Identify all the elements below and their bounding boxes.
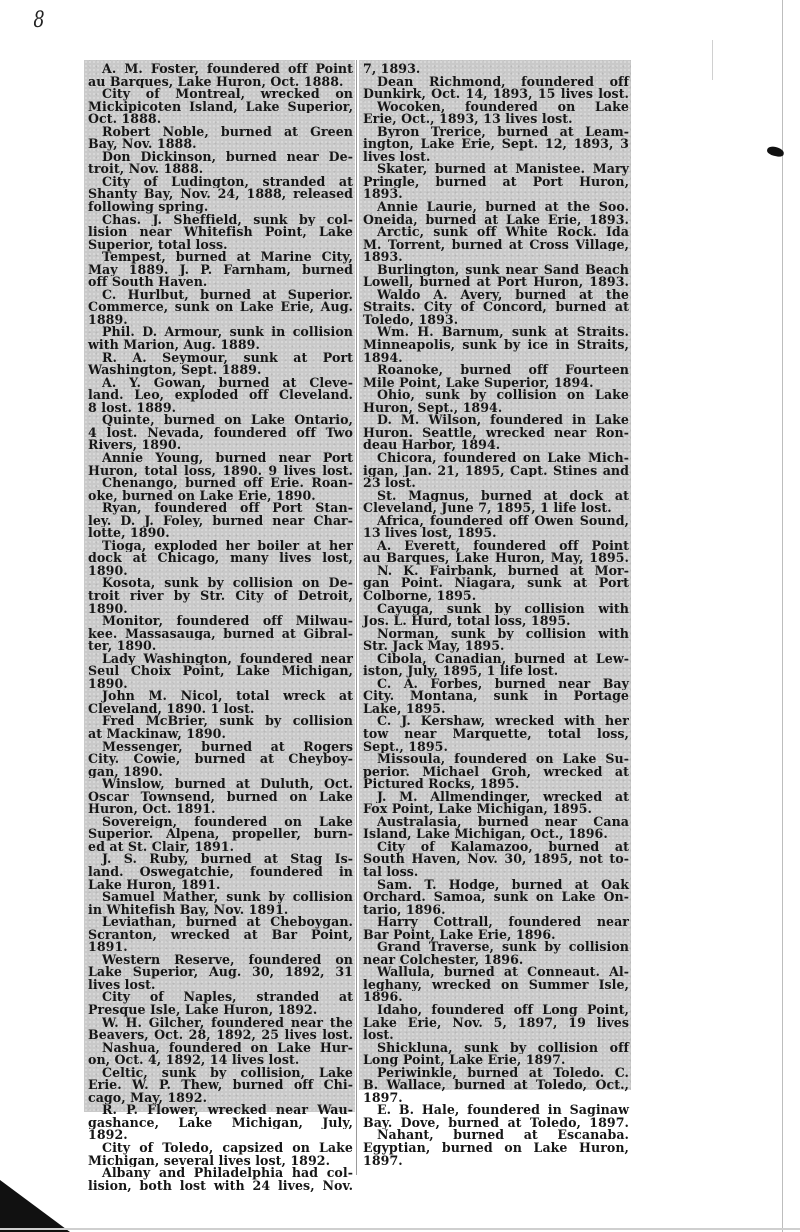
text-line: iston, July, 1895, 1 life lost. bbox=[363, 665, 559, 678]
text-line: City. Cowie, burned at Cheyboy- bbox=[88, 753, 353, 766]
text-line: gan, 1890. bbox=[88, 765, 163, 779]
text-line: Byron Trerice, burned at Leam- bbox=[377, 125, 629, 139]
text-line: City of Naples, stranded at bbox=[102, 991, 353, 1005]
text-line: Sam. T. Hodge, burned at Oak bbox=[377, 878, 629, 892]
text-line: R. A. Seymour, sunk at Port bbox=[102, 351, 353, 365]
scan-corner-shadow bbox=[0, 1180, 70, 1232]
text-line: Sovereign, foundered on Lake bbox=[102, 815, 353, 829]
text-line: City. Montana, sunk in Portage bbox=[363, 690, 629, 703]
text-line: lives lost. bbox=[88, 978, 156, 992]
text-line: kee. Massasauga, burned at Gibral- bbox=[88, 627, 353, 641]
column-right bbox=[359, 60, 631, 1168]
text-line: Missoula, foundered on Lake Su- bbox=[377, 753, 629, 766]
text-line: 1892. bbox=[88, 1129, 128, 1143]
text-line: Egyptian, burned on Lake Huron, bbox=[363, 1142, 629, 1155]
text-line: Michigan, several lives lost, 1892. bbox=[88, 1154, 331, 1168]
text-line: Monitor, foundered off Milwau- bbox=[102, 615, 353, 628]
text-line: Nashua, foundered on Lake Hur- bbox=[102, 1041, 353, 1055]
text-line: Celtic, sunk by collision, Lake bbox=[102, 1066, 353, 1080]
text-line: troit, Nov. 1888. bbox=[88, 163, 204, 176]
text-line: Leviathan, burned at Cheboygan. bbox=[102, 916, 353, 929]
text-line: igan, Jan. 21, 1895, Capt. Stines and bbox=[363, 464, 629, 478]
text-line: Western Reserve, foundered on bbox=[102, 953, 353, 967]
text-line: 8 lost. 1889. bbox=[88, 401, 177, 415]
text-line: W. H. Gilcher, foundered near the bbox=[102, 1016, 353, 1030]
text-line: City of Toledo, capsized on Lake bbox=[102, 1142, 353, 1155]
text-line: Erie. W. P. Thew, burned off Chi- bbox=[88, 1079, 353, 1092]
text-line: Presque Isle, Lake Huron, 1892. bbox=[88, 1004, 318, 1017]
text-line: Chenango, burned off Erie. Roan- bbox=[102, 477, 353, 490]
text-line: Pringle, burned at Port Huron, bbox=[363, 175, 629, 189]
text-line: Quinte, burned on Lake Ontario, bbox=[102, 414, 353, 427]
text-line: at Mackinaw, 1890. bbox=[88, 727, 226, 741]
text-line: Rivers, 1890. bbox=[88, 439, 182, 452]
text-line: 1890. bbox=[88, 602, 128, 616]
text-line: Shickluna, sunk by collision off bbox=[377, 1041, 629, 1055]
text-line: Commerce, sunk on Lake Erie, Aug. bbox=[88, 301, 353, 314]
text-line: tario, 1896. bbox=[363, 903, 446, 917]
text-line: with Marion, Aug. 1889. bbox=[88, 339, 260, 352]
text-line: Bay. Dove, burned at Toledo, 1897. bbox=[363, 1116, 629, 1130]
text-line: Kosota, sunk by collision on De- bbox=[102, 577, 353, 590]
text-line: Jos. L. Hurd, total loss, 1895. bbox=[363, 615, 571, 628]
text-line: J. S. Ruby, burned at Stag Is- bbox=[102, 853, 353, 866]
text-line: Mile Point, Lake Superior, 1894. bbox=[363, 376, 594, 390]
text-line: Minneapolis, sunk by ice in Straits, bbox=[363, 339, 629, 352]
text-line: St. Magnus, burned at dock at bbox=[377, 489, 629, 503]
text-line: Long Point, Lake Erie, 1897. bbox=[363, 1054, 566, 1067]
text-line: R. P. Flower, wrecked near Wau- bbox=[102, 1104, 353, 1117]
text-line: 1896. bbox=[363, 991, 403, 1005]
text-line: Beavers, Oct. 28, 1892, 25 lives lost. bbox=[88, 1029, 353, 1042]
text-line: John M. Nicol, total wreck at bbox=[102, 690, 353, 703]
text-line: A. Everett, foundered off Point bbox=[377, 539, 629, 553]
text-line: Wm. H. Barnum, sunk at Straits. bbox=[377, 326, 629, 340]
text-line: Winslow, burned at Duluth, Oct. bbox=[102, 778, 353, 791]
text-line: 1890. bbox=[88, 564, 128, 578]
text-line: Lake Huron, 1891. bbox=[88, 878, 221, 892]
text-line: ley. D. J. Foley, burned near Char- bbox=[88, 514, 353, 528]
text-line: lost. bbox=[363, 1029, 394, 1042]
text-line: Cleveland, 1890. 1 lost. bbox=[88, 702, 255, 716]
text-line: Str. Jack May, 1895. bbox=[363, 640, 505, 653]
text-line: Nahant, burned at Escanaba. bbox=[377, 1129, 629, 1143]
text-line: 7, 1893. bbox=[363, 63, 421, 76]
text-line: Wocoken, foundered on Lake bbox=[377, 100, 629, 114]
text-line: Cibola, Canadian, burned at Lew- bbox=[377, 652, 629, 666]
column-divider bbox=[356, 60, 357, 1175]
text-line: leghany, wrecked on Summer Isle, bbox=[363, 978, 629, 992]
text-line: lives lost. bbox=[363, 150, 431, 164]
text-line: J. M. Allmendinger, wrecked at bbox=[377, 790, 629, 804]
text-line: Norman, sunk by collision with bbox=[377, 627, 629, 641]
text-line: City of Ludington, stranded at bbox=[102, 175, 353, 189]
text-line: oke, burned on Lake Erie, 1890. bbox=[88, 489, 316, 503]
text-line: cago, May, 1892. bbox=[88, 1091, 208, 1105]
text-line: Scranton, wrecked at Bar Point, bbox=[88, 928, 353, 942]
text-line: lision near Whitefish Point, Lake bbox=[88, 226, 353, 239]
text-line: off South Haven. bbox=[88, 276, 208, 289]
text-line: tow near Marquette, total loss, bbox=[363, 727, 629, 741]
text-line: Huron, Oct. 1891. bbox=[88, 803, 216, 816]
text-line: following spring. bbox=[88, 201, 209, 214]
text-line: 4 lost. Nevada, foundered off Two bbox=[88, 426, 353, 440]
text-line: Annie Young, burned near Port bbox=[102, 451, 353, 465]
text-line: Africa, foundered off Owen Sound, bbox=[377, 514, 629, 528]
text-line: deau Harbor, 1894. bbox=[363, 439, 501, 452]
text-line: ington, Lake Erie, Sept. 12, 1893, 3 bbox=[363, 138, 629, 151]
text-line: Dean Richmond, foundered off bbox=[377, 75, 629, 89]
text-line: Tioga, exploded her boiler at her bbox=[102, 539, 353, 553]
text-line: City of Kalamazoo, burned at bbox=[377, 840, 629, 854]
text-line: gashance, Lake Michigan, July, bbox=[88, 1116, 353, 1130]
text-line: Huron, Sept., 1894. bbox=[363, 401, 503, 415]
text-line: Ohio, sunk by collision on Lake bbox=[377, 389, 629, 402]
text-line: A. Y. Gowan, burned at Cleve- bbox=[102, 376, 353, 390]
text-line: Lowell, burned at Port Huron, 1893. bbox=[363, 276, 629, 289]
text-line: 1891. bbox=[88, 941, 128, 954]
text-line: Huron. Seattle, wrecked near Ron- bbox=[363, 426, 629, 440]
text-line: Straits. City of Concord, burned at bbox=[363, 301, 629, 314]
text-line: Pictured Rocks, 1895. bbox=[363, 778, 520, 791]
text-line: Superior. Alpena, propeller, burn- bbox=[88, 828, 353, 841]
text-line: Orchard. Samoa, sunk on Lake On- bbox=[363, 891, 629, 904]
text-line: Washington, Sept. 1889. bbox=[88, 364, 262, 377]
text-line: Mickipicoten Island, Lake Superior, bbox=[88, 100, 353, 114]
text-line: Robert Noble, burned at Green bbox=[102, 125, 353, 139]
text-line: Burlington, sunk near Sand Beach bbox=[377, 263, 629, 277]
text-line: A. M. Foster, foundered off Point bbox=[102, 63, 353, 76]
text-line: Periwinkle, burned at Toledo. C. bbox=[377, 1066, 629, 1080]
column-left-text bbox=[84, 63, 355, 1192]
text-line: C. A. Forbes, burned near Bay bbox=[377, 677, 629, 691]
text-line: lision, both lost with 24 lives, Nov. bbox=[88, 1179, 353, 1193]
text-line: South Haven, Nov. 30, 1895, not to- bbox=[363, 853, 629, 866]
text-line: Huron, total loss, 1890. 9 lives lost. bbox=[88, 464, 353, 478]
text-line: tal loss. bbox=[363, 866, 419, 879]
text-line: 13 lives lost, 1895. bbox=[363, 527, 497, 540]
text-line: lotte, 1890. bbox=[88, 527, 170, 540]
text-line: Samuel Mather, sunk by collision bbox=[102, 891, 353, 904]
text-line: Superior, total loss. bbox=[88, 238, 228, 252]
text-line: M. Torrent, burned at Cross Village, bbox=[363, 238, 629, 252]
text-line: Don Dickinson, burned near De- bbox=[102, 150, 353, 164]
text-line: Lake Erie, Nov. 5, 1897, 19 lives bbox=[363, 1016, 629, 1030]
text-line: Shanty Bay, Nov. 24, 1888, released bbox=[88, 188, 353, 202]
text-line: Harry Cottrall, foundered near bbox=[377, 916, 629, 929]
text-line: 1897. bbox=[363, 1154, 403, 1168]
text-line: perior. Michael Groh, wrecked at bbox=[363, 765, 629, 779]
text-line: in Whitefish Bay, Nov. 1891. bbox=[88, 903, 289, 917]
text-line: Cayuga, sunk by collision with bbox=[377, 602, 629, 616]
text-line: 1890. bbox=[88, 677, 128, 691]
text-line: Lady Washington, foundered near bbox=[102, 652, 353, 666]
text-line: Oscar Townsend, burned on Lake bbox=[88, 790, 353, 804]
text-line: Oct. 1888. bbox=[88, 113, 162, 126]
text-line: Dunkirk, Oct. 14, 1893, 15 lives lost. bbox=[363, 88, 629, 101]
text-line: Chas. J. Sheffield, sunk by col- bbox=[102, 213, 353, 227]
text-line: B. Wallace, burned at Toledo, Oct., bbox=[363, 1079, 629, 1092]
newspaper-clipping bbox=[84, 60, 784, 1193]
text-line: D. M. Wilson, foundered in Lake bbox=[377, 414, 629, 427]
text-line: Waldo A. Avery, burned at the bbox=[377, 288, 629, 302]
text-line: 1893. bbox=[363, 251, 403, 264]
text-line: near Colchester, 1896. bbox=[363, 953, 524, 967]
text-line: N. K. Fairbank, burned at Mor- bbox=[377, 564, 629, 578]
text-line: gan Point. Niagara, sunk at Port bbox=[363, 577, 629, 590]
text-line: Bar Point, Lake Erie, 1896. bbox=[363, 928, 556, 942]
text-line: City of Montreal, wrecked on bbox=[102, 88, 353, 101]
text-line: Sept., 1895. bbox=[363, 740, 448, 754]
text-line: Phil. D. Armour, sunk in collision bbox=[102, 326, 353, 340]
text-line: Annie Laurie, burned at the Soo. bbox=[377, 201, 629, 214]
text-line: au Barques, Lake Huron, Oct. 1888. bbox=[88, 75, 344, 89]
text-line: 23 lost. bbox=[363, 477, 416, 490]
text-line: dock at Chicago, many lives lost, bbox=[88, 552, 353, 565]
text-line: Island, Lake Michigan, Oct., 1896. bbox=[363, 828, 608, 841]
text-line: Erie, Oct., 1893, 13 lives lost. bbox=[363, 113, 573, 126]
text-line: Lake Superior, Aug. 30, 1892, 31 bbox=[88, 966, 353, 979]
text-line: Grand Traverse, sunk by collision bbox=[377, 941, 629, 954]
text-line: au Barques, Lake Huron, May, 1895. bbox=[363, 552, 629, 565]
text-line: 1889. bbox=[88, 313, 128, 327]
text-line: Bay, Nov. 1888. bbox=[88, 138, 197, 151]
text-line: land. Leo, exploded off Cleveland. bbox=[88, 389, 353, 402]
column-left bbox=[84, 60, 355, 1193]
text-line: Roanoke, burned off Fourteen bbox=[377, 364, 629, 377]
text-line: Australasia, burned near Cana bbox=[377, 815, 629, 829]
text-line: Idaho, foundered off Long Point, bbox=[377, 1004, 629, 1017]
text-line: E. B. Hale, foundered in Saginaw bbox=[377, 1104, 629, 1117]
text-line: Fred McBrier, sunk by collision bbox=[102, 715, 353, 728]
column-right-text bbox=[359, 63, 631, 1167]
text-line: 1894. bbox=[363, 351, 403, 365]
text-line: ter, 1890. bbox=[88, 640, 157, 653]
text-line: on, Oct. 4, 1892, 14 lives lost. bbox=[88, 1054, 300, 1067]
text-line: May 1889. J. P. Farnham, burned bbox=[88, 263, 353, 277]
text-line: Arctic, sunk off White Rock. Ida bbox=[377, 226, 629, 239]
text-line: Oneida, burned at Lake Erie, 1893. bbox=[363, 213, 629, 227]
text-line: C. J. Kershaw, wrecked with her bbox=[377, 715, 629, 728]
text-line: Ryan, foundered off Port Stan- bbox=[102, 502, 353, 515]
text-line: ed at St. Clair, 1891. bbox=[88, 840, 235, 854]
text-line: Chicora, foundered on Lake Mich- bbox=[377, 451, 629, 465]
text-line: C. Hurlbut, burned at Superior. bbox=[102, 288, 353, 302]
text-line: troit river by Str. City of Detroit, bbox=[88, 589, 353, 603]
text-line: Wallula, burned at Conneaut. Al- bbox=[377, 966, 629, 979]
text-line: land. Oswegatchie, foundered in bbox=[88, 866, 353, 879]
text-line: Skater, burned at Manistee. Mary bbox=[377, 163, 629, 176]
text-line: Tempest, burned at Marine City, bbox=[102, 251, 353, 264]
text-line: Toledo, 1893. bbox=[363, 313, 459, 327]
page-bottom-edge bbox=[0, 1228, 800, 1230]
text-line: 1897. bbox=[363, 1091, 403, 1105]
page-number: 8 bbox=[33, 8, 45, 33]
text-line: Colborne, 1895. bbox=[363, 589, 477, 603]
text-line: Cleveland, June 7, 1895, 1 life lost. bbox=[363, 502, 612, 515]
text-line: Fox Point, Lake Michigan, 1895. bbox=[363, 803, 592, 816]
text-line: Lake, 1895. bbox=[363, 702, 446, 716]
text-line: Seul Choix Point, Lake Michigan, bbox=[88, 665, 353, 678]
text-line: 1893. bbox=[363, 188, 403, 202]
text-line: Albany and Philadelphia had col- bbox=[102, 1167, 353, 1180]
text-line: Messenger, burned at Rogers bbox=[102, 740, 353, 754]
